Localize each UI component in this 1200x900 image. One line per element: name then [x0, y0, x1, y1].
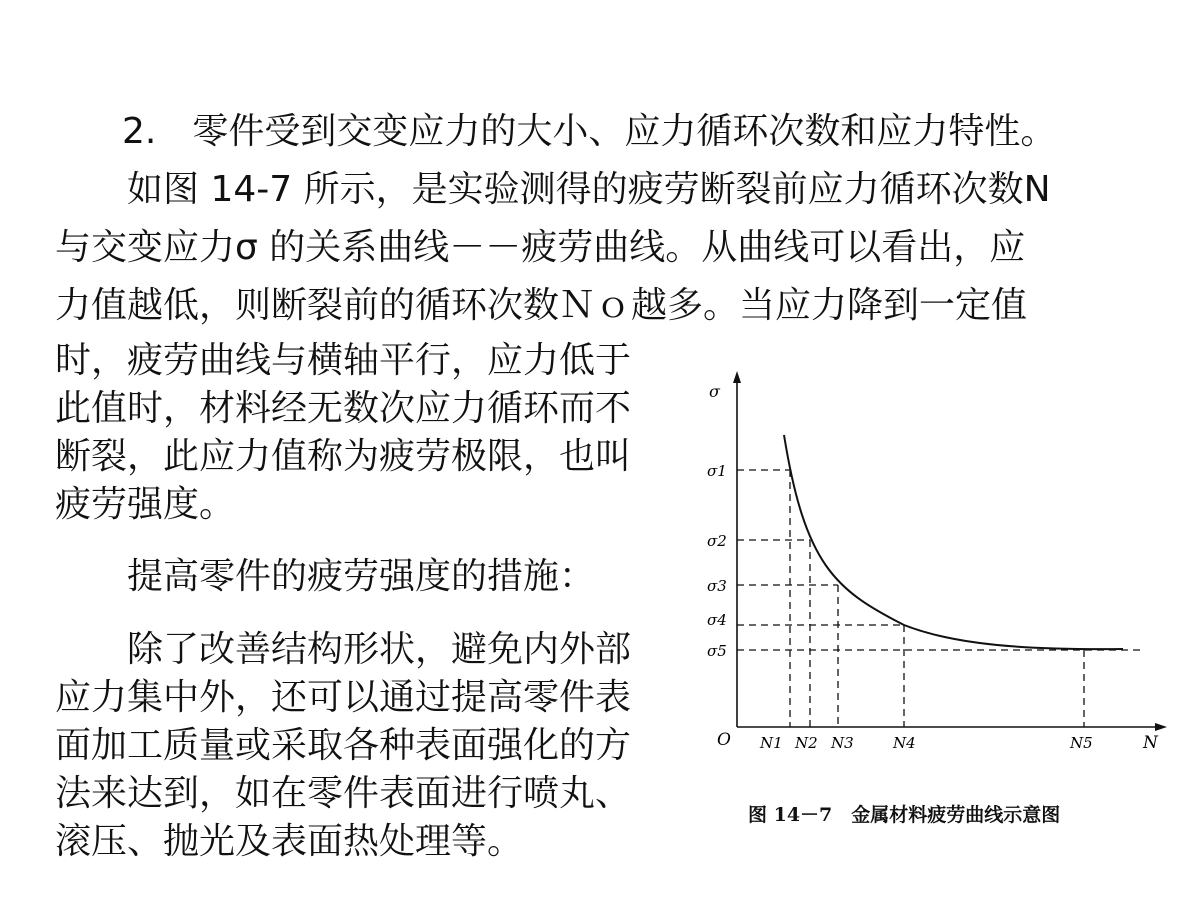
paragraph-2-line-1: 如图 14-7 所示，是实验测得的疲劳断裂前应力循环次数N — [127, 169, 1051, 210]
origin-label: O — [717, 730, 731, 750]
sigma3-label: σ3 — [707, 577, 727, 595]
paragraph-4-line-1: 除了改善结构形状，避免内外部 — [127, 629, 632, 670]
paragraph-2-line-5: 此值时，材料经无数次应力循环而不 — [55, 388, 632, 429]
fatigue-curve-figure — [695, 365, 1175, 765]
paragraph-4-line-2: 应力集中外，还可以通过提高零件表 — [55, 677, 632, 718]
n1-label: N1 — [760, 734, 783, 752]
figure-caption: 图 14－7 金属材料疲劳曲线示意图 — [748, 804, 1061, 826]
paragraph-4-line-3: 面加工质量或采取各种表面强化的方 — [55, 725, 632, 766]
fatigue-curve-chart — [695, 365, 1175, 765]
paragraph-4-line-4: 法来达到，如在零件表面进行喷丸、 — [55, 773, 632, 814]
paragraph-2-line-4: 时，疲劳曲线与横轴平行，应力低于 — [55, 340, 632, 381]
sigma2-label: σ2 — [707, 532, 727, 550]
y-axis-arrow — [733, 371, 741, 383]
x-axis-label: N — [1143, 733, 1158, 753]
x-axis-arrow — [1155, 723, 1167, 731]
sigma1-label: σ1 — [707, 462, 727, 480]
fatigue-curve — [784, 435, 1123, 649]
paragraph-2-line-6: 断裂，此应力值称为疲劳极限，也叫 — [55, 436, 632, 477]
paragraph-2-line-3: 力值越低，则断裂前的循环次数Ｎｏ越多。当应力降到一定值 — [55, 285, 1028, 326]
paragraph-2-line-7: 疲劳强度。 — [55, 484, 236, 525]
paragraph-1: 2. 零件受到交变应力的大小、应力循环次数和应力特性。 — [122, 111, 1057, 152]
n3-label: N3 — [831, 734, 854, 752]
sigma5-label: σ5 — [707, 642, 727, 660]
n5-label: N5 — [1070, 734, 1093, 752]
n2-label: N2 — [795, 734, 818, 752]
sigma4-label: σ4 — [707, 611, 727, 629]
paragraph-2-line-2: 与交变应力σ 的关系曲线－－疲劳曲线。从曲线可以看出，应 — [55, 227, 1026, 268]
y-axis-label: σ — [709, 382, 720, 401]
paragraph-3: 提高零件的疲劳强度的措施： — [127, 556, 596, 597]
paragraph-4-line-5: 滚压、抛光及表面热处理等。 — [55, 821, 524, 862]
n4-label: N4 — [893, 734, 916, 752]
